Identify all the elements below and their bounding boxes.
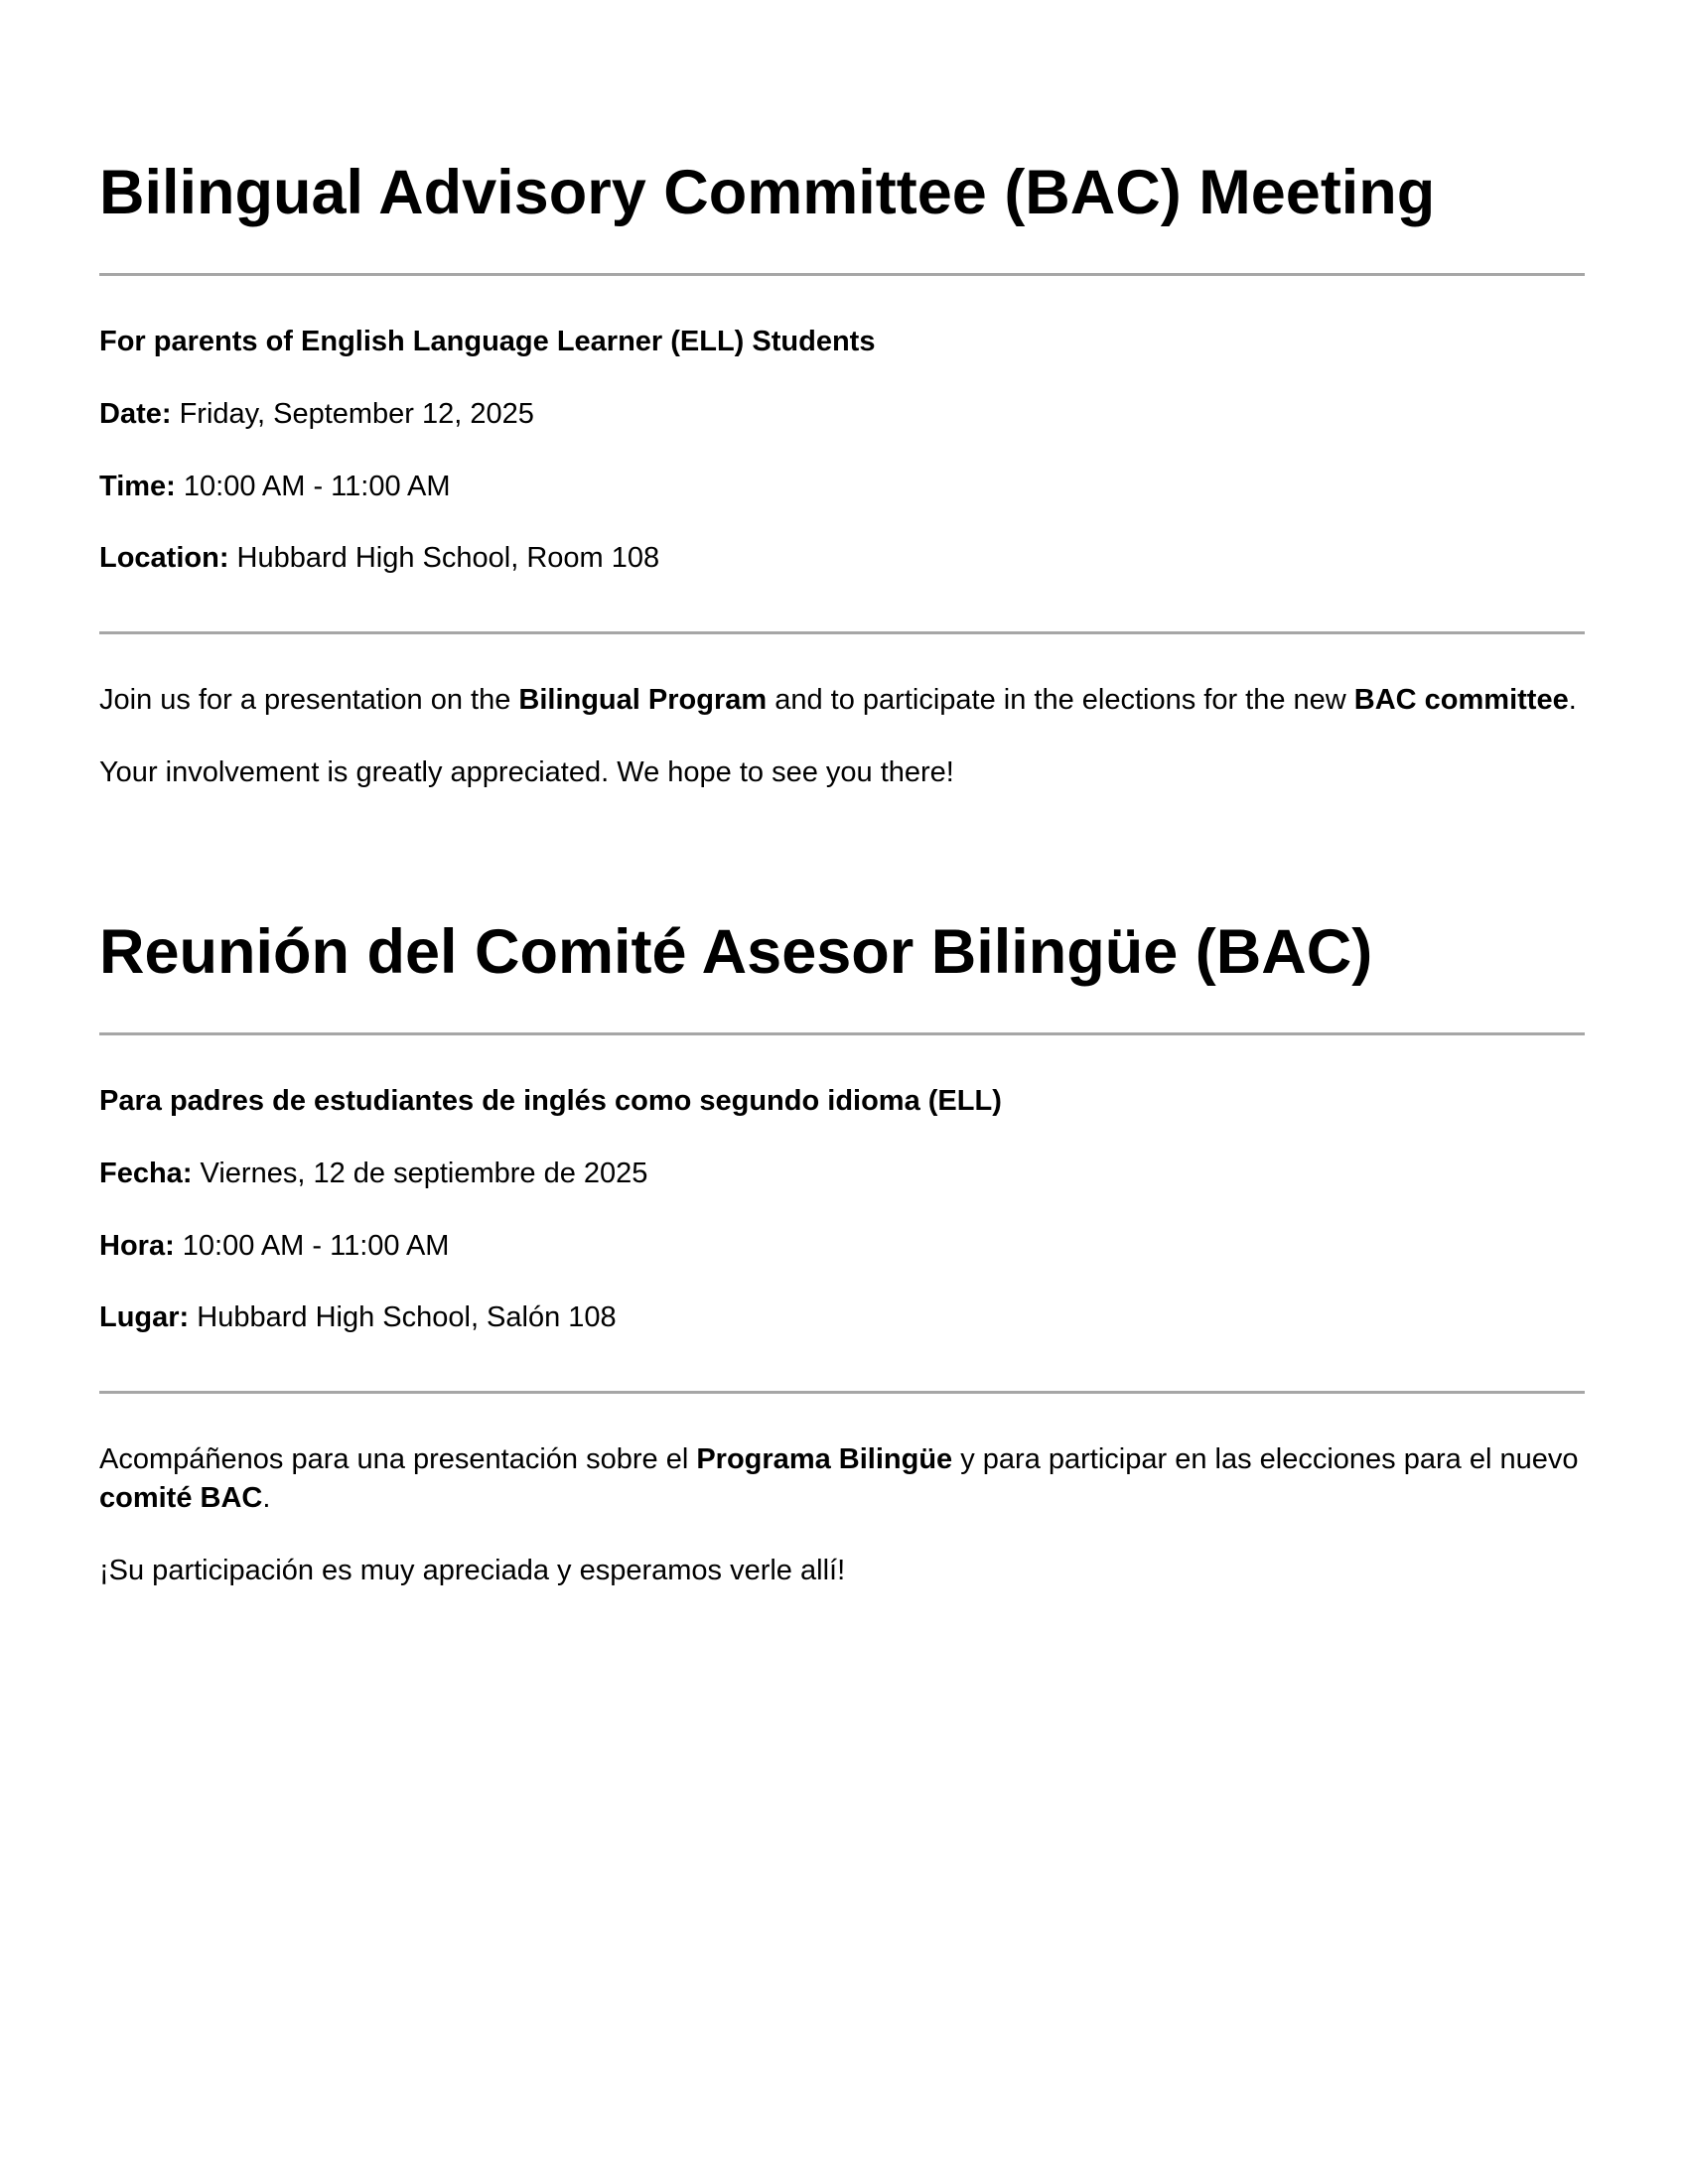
spanish-location-value: Hubbard High School, Salón 108 (189, 1301, 617, 1334)
spanish-time-value: 10:00 AM - 11:00 AM (174, 1229, 450, 1262)
english-invitation-paragraph (99, 681, 1585, 720)
english-time-value: 10:00 AM - 11:00 AM (175, 470, 451, 502)
english-title: Bilingual Advisory Committee (BAC) Meeting (99, 158, 1436, 227)
english-date-value: Friday, September 12, 2025 (171, 397, 534, 430)
spanish-invitation-paragraph (99, 1440, 1585, 1518)
english-location-line (99, 540, 1585, 578)
english-para-text-1: Join us for a presentation on the (99, 684, 519, 717)
spanish-para-text-2: y para participar en las elecciones para el nuevo (952, 1443, 1579, 1476)
english-location-label: Location: (99, 542, 229, 575)
spanish-location-label: Lugar: (99, 1301, 190, 1334)
spanish-closing: ¡Su participación es muy apreciada y esperamos verle allí! (99, 1555, 846, 1587)
spanish-para-bold-1: Programa Bilingüe (696, 1443, 953, 1476)
english-para-bold-1: Bilingual Program (518, 684, 768, 717)
spanish-para-text-3: . (262, 1482, 271, 1515)
spanish-details-divider (99, 1391, 1585, 1394)
english-date-label: Date: (99, 397, 172, 430)
english-details-divider (99, 631, 1585, 634)
english-para-text-3: . (1568, 684, 1577, 717)
spanish-time-line (99, 1228, 1585, 1266)
english-closing: Your involvement is greatly appreciated. We hope to see you there! (99, 756, 954, 789)
spanish-para-bold-2: comité BAC (99, 1482, 263, 1515)
spanish-title-divider (99, 1032, 1585, 1035)
spanish-subtitle: Para padres de estudiantes de inglés como segundo idioma (ELL) (99, 1085, 1002, 1118)
english-title-divider (99, 273, 1585, 276)
spanish-time-label: Hora: (99, 1229, 175, 1262)
spanish-para-text-1: Acompáñenos para una presentación sobre el (99, 1443, 697, 1476)
spanish-date-value: Viernes, 12 de septiembre de 2025 (192, 1157, 648, 1189)
spanish-title: Reunión del Comité Asesor Bilingüe (BAC) (99, 917, 1373, 987)
english-location-value: Hubbard High School, Room 108 (228, 542, 660, 575)
english-time-label: Time: (99, 470, 176, 502)
english-time-line (99, 469, 1585, 506)
spanish-location-line (99, 1299, 1585, 1337)
english-date-line (99, 396, 1585, 434)
english-para-text-2: and to participate in the elections for the new (767, 684, 1354, 717)
english-section (99, 159, 1585, 792)
english-subtitle: For parents of English Language Learner (ELL) Students (99, 326, 876, 358)
spanish-date-label: Fecha: (99, 1157, 193, 1189)
english-para-bold-2: BAC committee (1353, 684, 1569, 717)
spanish-date-line (99, 1156, 1585, 1193)
spanish-section (99, 918, 1585, 1590)
